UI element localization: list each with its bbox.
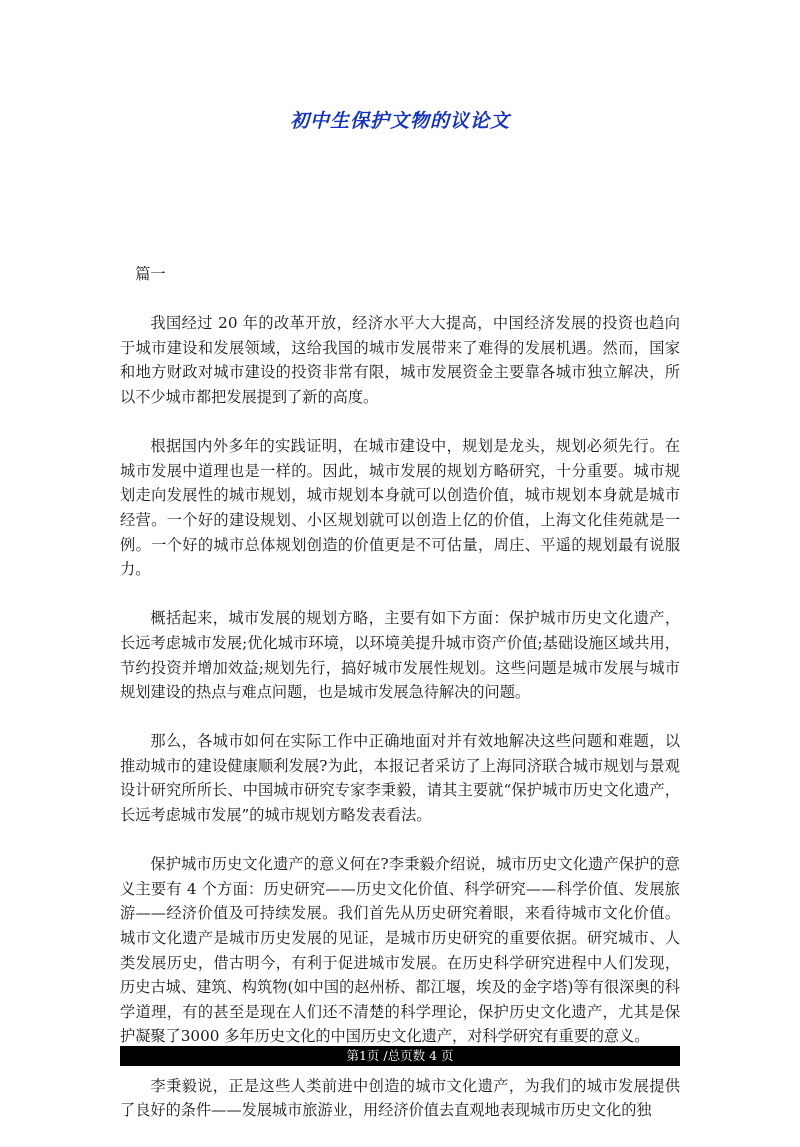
paragraph: 根据国内外多年的实践证明，在城市建设中，规划是龙头，规划必须先行。在城市发展中道理也是一样的。因此，城市发展的规划方略研究，十分重要。城市规划走向发展性的城市规划，城市规划本身就可以创造价值，城市规划本身就是城市经营。一个好的建设规划、小区规划就可以创造上亿的价值，上海文化佳苑就是一例。一个好的城市总体规划创造的价值更是不可估量，周庄、平遥的规划最有说服力。: [120, 437, 680, 579]
document-body: [120, 262, 680, 1147]
document-title: 初中生保护文物的议论文: [289, 110, 510, 132]
page-footer: [120, 1046, 680, 1066]
paragraph: 我国经过 20 年的改革开放，经济水平大大提高，中国经济发展的投资也趋向于城市建设和发展领域，这给我国的城市发展带来了难得的发展机遇。然而，国家和地方财政对城市建设的投资非常有限，城市发展资金主要靠各城市独立解决，所以不少城市都把发展提到了新的高度。: [120, 314, 680, 406]
page-number: 第1页 /总页数 4 页: [346, 1048, 454, 1063]
paragraph: 保护城市历史文化遗产的意义何在?李秉毅介绍说，城市历史文化遗产保护的意义主要有 4 个方面：历史研究——历史文化价值、科学研究——科学价值、发展旅游——经济价值及可持续发展。我们首先从历史研究着眼，来看待城市文化价值。城市文化遗产是城市历史发展的见证，是城市历史研究的重要依据。研究城市、人类发展历史，借古明今，有利于促进城市发展。在历史科学研究进程中人们发现，历史古城、建筑、构筑物(如中国的赵州桥、都江堰，埃及的金字塔)等有很深奥的科学道理，有的甚至是现在人们还不清楚的科学理论，保护历史文化遗产，尤其是保护凝聚了3000 多年历史文化的中国历史文化遗产，对科学研究有重要的意义。: [120, 855, 680, 1046]
section-label: 篇一: [135, 265, 166, 283]
paragraph: 概括起来，城市发展的规划方略，主要有如下方面：保护城市历史文化遗产，长远考虑城市发展;优化城市环境，以环境美提升城市资产价值;基础设施区域共用，节约投资并增加效益;规划先行，搞好城市发展性规划。这些问题是城市发展与城市规划建设的热点与难点问题，也是城市发展急待解决的问题。: [120, 609, 680, 702]
paragraph: 李秉毅说，正是这些人类前进中创造的城市文化遗产，为我们的城市发展提供了良好的条件——发展城市旅游业，用经济价值去直观地表现城市历史文化的独: [120, 1076, 680, 1120]
paragraph: 那么，各城市如何在实际工作中正确地面对并有效地解决这些问题和难题，以推动城市的建设健康顺利发展?为此，本报记者采访了上海同济联合城市规划与景观设计研究所所长、中国城市研究专家李秉毅，请其主要就“保护城市历史文化遗产，长远考虑城市发展”的城市规划方略发表看法。: [120, 732, 680, 825]
